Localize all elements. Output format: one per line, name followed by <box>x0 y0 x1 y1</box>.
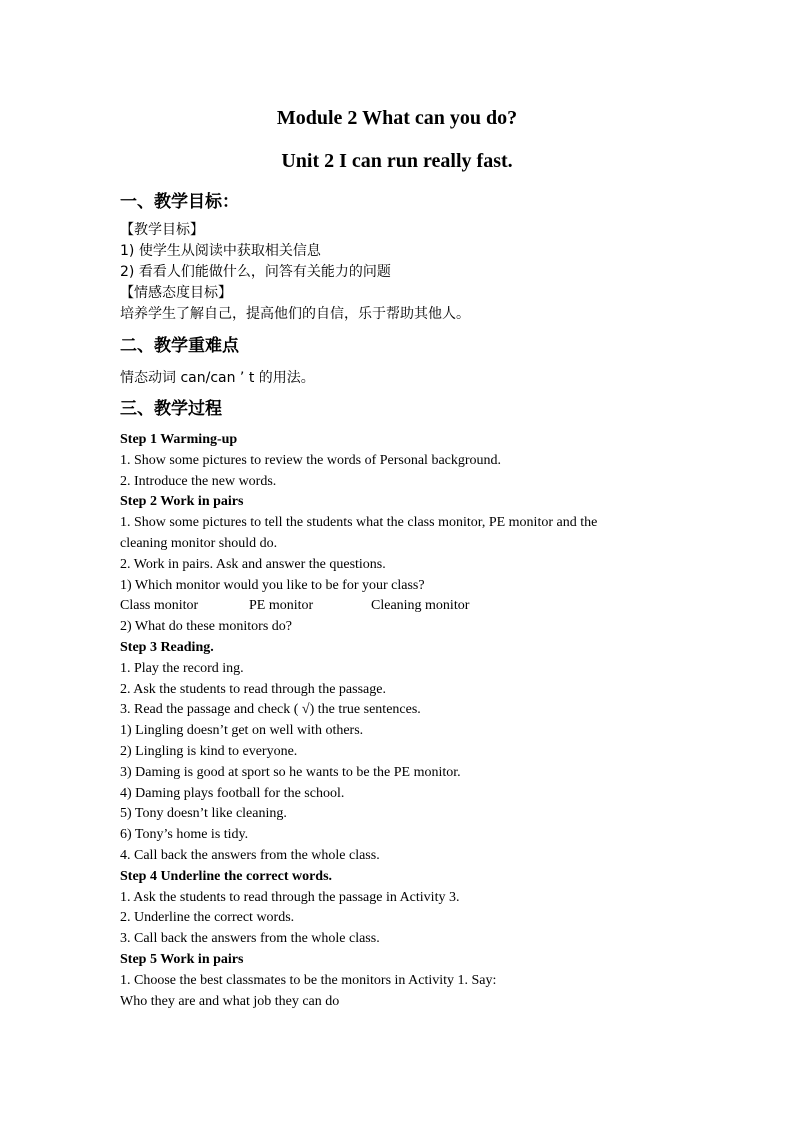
step-line: cleaning monitor should do. <box>120 536 278 551</box>
step-line: 1) Which monitor would you like to be for your class? <box>120 578 425 593</box>
step-line: 1. Show some pictures to tell the students what the class monitor, PE monitor and the <box>120 515 598 530</box>
section-heading-objectives: 一、教学目标： <box>120 192 239 212</box>
step-heading: Step 5 Work in pairs <box>120 952 244 967</box>
objective-item: 2) 看看人们能做什么，问答有关能力的问题 <box>120 264 391 280</box>
step-line: 4. Call back the answers from the whole class. <box>120 848 380 863</box>
monitor-options-row <box>120 596 674 616</box>
step-line: 2. Underline the correct words. <box>120 910 295 925</box>
check-sentence: 2) Lingling is kind to everyone. <box>120 744 298 759</box>
objective-item: 1) 使学生从阅读中获取相关信息 <box>120 243 321 259</box>
key-points-text: 情态动词 can/can ’ t 的用法。 <box>120 370 315 386</box>
step-heading: Step 1 Warming-up <box>120 432 238 447</box>
step-line: 3. Call back the answers from the whole class. <box>120 931 380 946</box>
option-cleaning-monitor: Cleaning monitor <box>371 598 470 613</box>
attitude-bracket-label: 【情感态度目标】 <box>120 285 232 301</box>
check-sentence: 1) Lingling doesn’t get on well with others. <box>120 723 364 738</box>
option-class-monitor: Class monitor <box>120 598 199 613</box>
step-line: 2. Work in pairs. Ask and answer the questions. <box>120 557 386 572</box>
check-sentence: 4) Daming plays football for the school. <box>120 786 345 801</box>
step-heading: Step 2 Work in pairs <box>120 494 244 509</box>
step-line: 2) What do these monitors do? <box>120 619 292 634</box>
attitude-item: 培养学生了解自己，提高他们的自信，乐于帮助其他人。 <box>120 306 470 322</box>
page-subtitle: Unit 2 I can run really fast. <box>281 150 513 172</box>
step-heading: Step 3 Reading. <box>120 640 214 655</box>
section-heading-process: 三、教学过程 <box>120 399 222 419</box>
step-line: 1. Play the record ing. <box>120 661 244 676</box>
objectives-bracket-label: 【教学目标】 <box>120 222 204 238</box>
check-sentence: 5) Tony doesn’t like cleaning. <box>120 806 287 821</box>
step-line: 2. Introduce the new words. <box>120 474 277 489</box>
step-heading: Step 4 Underline the correct words. <box>120 869 333 884</box>
check-sentence: 3) Daming is good at sport so he wants to be the PE monitor. <box>120 765 461 780</box>
page-title: Module 2 What can you do? <box>276 107 518 129</box>
option-pe-monitor: PE monitor <box>249 598 314 613</box>
step-line: 2. Ask the students to read through the passage. <box>120 682 386 697</box>
step-line: 1. Ask the students to read through the passage in Activity 3. <box>120 890 460 905</box>
section-heading-key-points: 二、教学重难点 <box>120 336 239 356</box>
step-line: 1. Show some pictures to review the words of Personal background. <box>120 453 502 468</box>
step-line: 3. Read the passage and check ( √) the true sentences. <box>120 702 421 717</box>
check-sentence: 6) Tony’s home is tidy. <box>120 827 249 842</box>
step-line: 1. Choose the best classmates to be the monitors in Activity 1. Say: <box>120 973 497 988</box>
step-line: Who they are and what job they can do <box>120 994 340 1009</box>
